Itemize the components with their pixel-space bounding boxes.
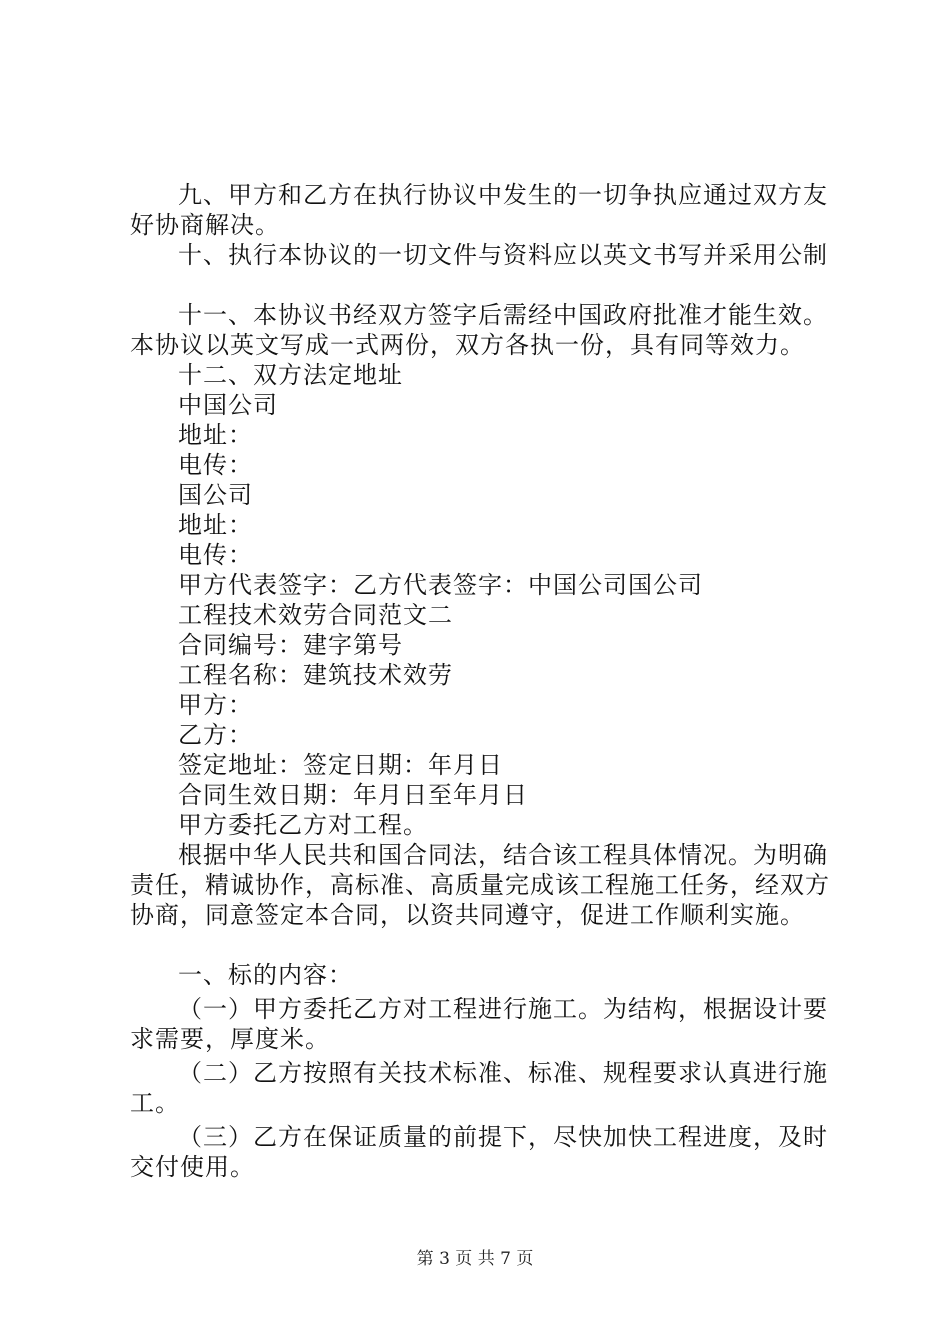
party-a-company: 中国公司 <box>178 391 278 419</box>
page-footer: 第 3 页 共 7 页 <box>416 1249 534 1269</box>
party-a-address: 地址： <box>178 421 253 449</box>
project-name: 工程名称：建筑技术效劳 <box>178 661 453 689</box>
clause-10: 十、执行本协议的一切文件与资料应以英文书写并采用公制 <box>178 241 828 269</box>
contract-number: 合同编号：建字第号 <box>178 631 403 659</box>
item-two: （二）乙方按照有关技术标准、标准、规程要求认真进行施工。 <box>130 1059 828 1117</box>
party-b-label: 乙方： <box>178 721 253 749</box>
effective-dates: 合同生效日期：年月日至年月日 <box>178 781 528 809</box>
party-b-company: 国公司 <box>178 481 253 509</box>
commission-statement: 甲方委托乙方对工程。 <box>178 811 428 839</box>
paragraph-gap <box>130 270 840 300</box>
section-one-heading: 一、标的内容： <box>178 961 353 989</box>
item-one: （一）甲方委托乙方对工程进行施工。为结构，根据设计要求需要，厚度米。 <box>130 995 828 1053</box>
party-a-telex: 电传： <box>178 451 253 479</box>
clause-9: 九、甲方和乙方在执行协议中发生的一切争执应通过双方友好协商解决。 <box>130 181 828 239</box>
item-three: （三）乙方在保证质量的前提下，尽快加快工程进度，及时交付使用。 <box>130 1123 828 1181</box>
signature-line: 甲方代表签字：乙方代表签字：中国公司国公司 <box>178 571 703 599</box>
party-b-address: 地址： <box>178 511 253 539</box>
paragraph-gap <box>130 930 840 960</box>
signing-place-date: 签定地址：签定日期：年月日 <box>178 751 503 779</box>
party-a-label: 甲方： <box>178 691 253 719</box>
party-b-telex: 电传： <box>178 541 253 569</box>
contract-two-title: 工程技术效劳合同范文二 <box>178 601 453 629</box>
document-body <box>130 180 840 1182</box>
clause-11: 十一、本协议书经双方签字后需经中国政府批准才能生效。本协议以英文写成一式两份，双方各执一份，具有同等效力。 <box>130 301 828 359</box>
clause-12: 十二、双方法定地址 <box>178 361 403 389</box>
basis-paragraph: 根据中华人民共和国合同法，结合该工程具体情况。为明确责任，精诚协作，高标准、高质量完成该工程施工任务，经双方协商，同意签定本合同，以资共同遵守，促进工作顺利实施。 <box>130 841 830 929</box>
